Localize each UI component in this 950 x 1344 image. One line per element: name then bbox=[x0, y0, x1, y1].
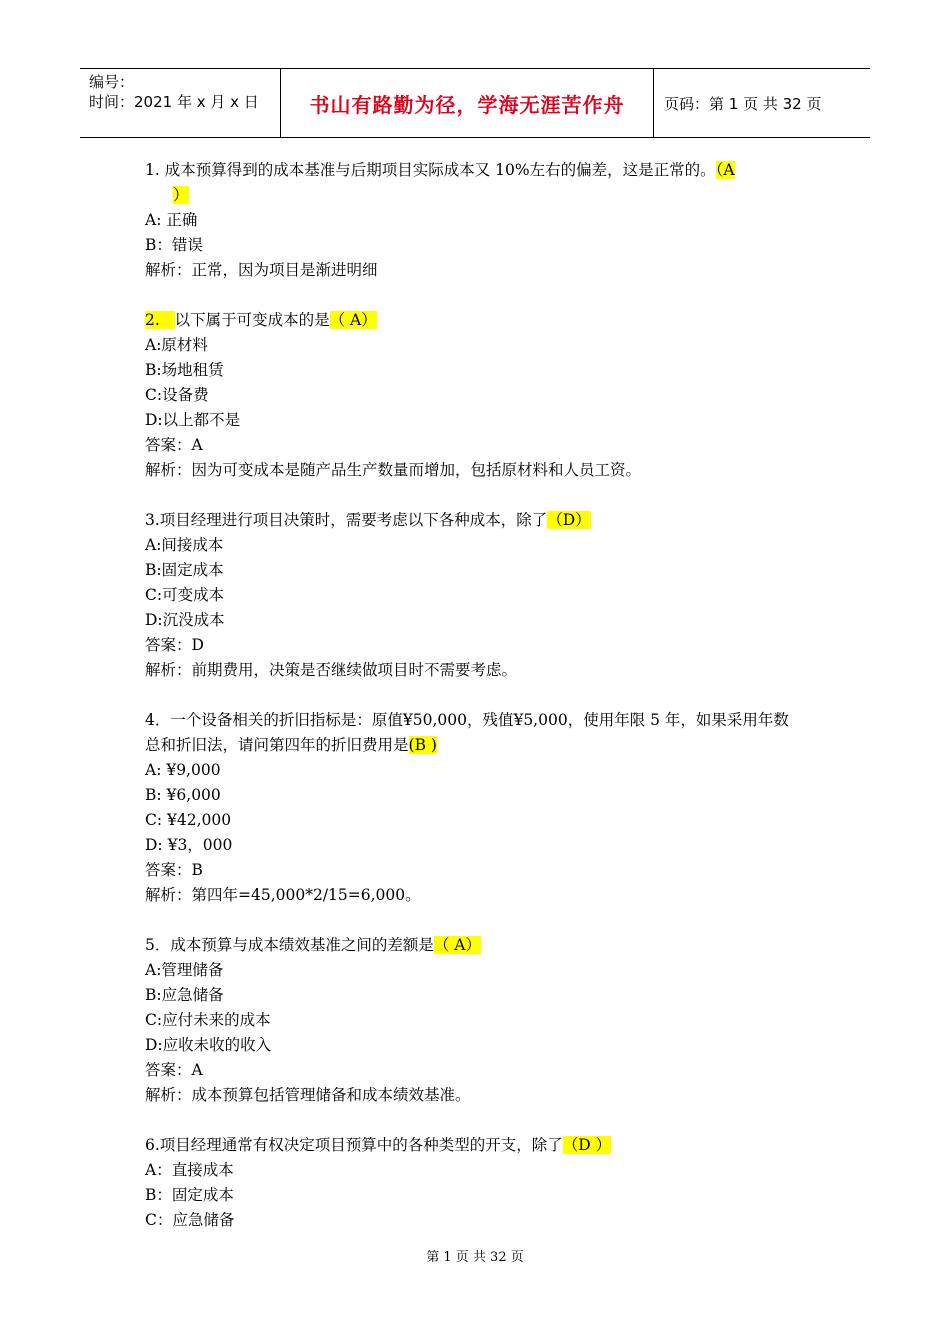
header-motto-cell bbox=[281, 69, 654, 137]
header-page-cell bbox=[654, 69, 870, 137]
question-option: D:应收未收的收入 bbox=[145, 1036, 272, 1054]
question-option: B：固定成本 bbox=[145, 1186, 234, 1204]
question-stem: 2. 以下属于可变成本的是（ A） bbox=[145, 311, 377, 329]
question-option: A: ¥9,000 bbox=[145, 761, 221, 779]
header-info-cell bbox=[80, 69, 281, 137]
question-option: B:应急储备 bbox=[145, 986, 224, 1004]
question-stem: 4．一个设备相关的折旧指标是：原值¥50,000，残值¥5,000，使用年限 5 年，如果采用年数 bbox=[145, 711, 789, 729]
question-block bbox=[145, 708, 815, 908]
question-option: B:固定成本 bbox=[145, 561, 224, 579]
question-option: A：直接成本 bbox=[145, 1161, 234, 1179]
question-option: D:沉没成本 bbox=[145, 611, 225, 629]
question-option: C: ¥42,000 bbox=[145, 811, 232, 829]
question-option: A: 正确 bbox=[145, 211, 198, 229]
question-analysis: 解析：因为可变成本是随产品生产数量而增加，包括原材料和人员工资。 bbox=[145, 461, 642, 479]
question-block bbox=[145, 508, 815, 683]
question-stem-continued: 总和折旧法，请问第四年的折旧费用是(B ) bbox=[145, 736, 437, 754]
question-option: C:设备费 bbox=[145, 386, 209, 404]
document-date: 时间：2021 年 x 月 x 日 bbox=[89, 93, 259, 111]
header-page-info: 页码：第 1 页 共 32 页 bbox=[664, 94, 822, 113]
question-analysis: 解析：成本预算包括管理储备和成本绩效基准。 bbox=[145, 1086, 471, 1104]
answer-highlight: （A bbox=[715, 161, 735, 179]
question-number: 2. bbox=[145, 311, 160, 329]
document-body bbox=[145, 158, 815, 1233]
question-answer: 答案：D bbox=[145, 636, 204, 654]
answer-highlight: （ A） bbox=[433, 936, 481, 954]
question-option: A:管理储备 bbox=[145, 961, 224, 979]
question-block bbox=[145, 158, 815, 283]
question-stem: 6.项目经理通常有权决定项目预算中的各种类型的开支，除了（D ） bbox=[145, 1136, 612, 1154]
question-analysis: 解析：第四年=45,000*2/15=6,000。 bbox=[145, 886, 421, 904]
question-block bbox=[145, 1133, 815, 1233]
question-option: D:以上都不是 bbox=[145, 411, 241, 429]
question-stem-continued bbox=[145, 183, 815, 208]
answer-highlight: (B ) bbox=[408, 736, 437, 754]
page-footer: 第 1 页 共 32 页 bbox=[426, 1250, 524, 1265]
question-option: C:应付未来的成本 bbox=[145, 1011, 271, 1029]
question-option: B:场地租赁 bbox=[145, 361, 224, 379]
question-stem: 1. 成本预算得到的成本基准与后期项目实际成本又 10%左右的偏差，这是正常的。（A bbox=[145, 161, 735, 179]
question-analysis: 解析：正常，因为项目是渐进明细 bbox=[145, 261, 378, 279]
answer-highlight: ） bbox=[173, 186, 189, 204]
question-answer: 答案：A bbox=[145, 436, 203, 454]
question-option: A:原材料 bbox=[145, 336, 208, 354]
answer-highlight: （D ） bbox=[562, 1136, 612, 1154]
question-answer: 答案：A bbox=[145, 1061, 203, 1079]
question-option: A:间接成本 bbox=[145, 536, 224, 554]
answer-highlight: （ A） bbox=[329, 311, 377, 329]
question-option: B：错误 bbox=[145, 236, 203, 254]
question-stem: 5．成本预算与成本绩效基准之间的差额是（ A） bbox=[145, 936, 481, 954]
answer-highlight: （D） bbox=[547, 511, 591, 529]
question-block bbox=[145, 308, 815, 483]
page-header bbox=[80, 68, 870, 138]
header-motto: 书山有路勤为径，学海无涯苦作舟 bbox=[309, 92, 625, 117]
question-option: B: ¥6,000 bbox=[145, 786, 221, 804]
question-answer: 答案：B bbox=[145, 861, 203, 879]
question-option: C:可变成本 bbox=[145, 586, 225, 604]
document-number-label: 编号： bbox=[89, 73, 135, 91]
question-option: D: ¥3，000 bbox=[145, 836, 233, 854]
question-block bbox=[145, 933, 815, 1108]
question-analysis: 解析：前期费用，决策是否继续做项目时不需要考虑。 bbox=[145, 661, 518, 679]
question-option: C：应急储备 bbox=[145, 1211, 235, 1229]
question-stem: 3.项目经理进行项目决策时，需要考虑以下各种成本，除了（D） bbox=[145, 511, 591, 529]
